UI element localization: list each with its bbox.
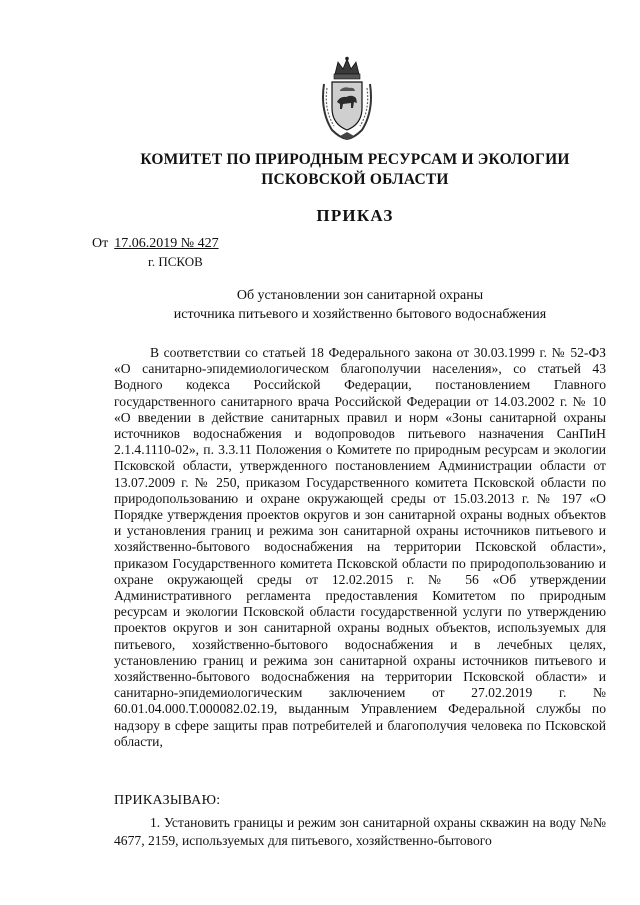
subject-line-1: Об установлении зон санитарной охраны [236,288,484,303]
pskov-coat-of-arms-icon [318,56,376,142]
order-date-line [92,236,219,252]
order-item-1: 1. Установить границы и режим зон санитарной охраны скважин на воду №№ 4677, 2159, используемых для питьевого, хозяйственно-бытового [114,815,606,848]
order-subject [120,286,600,324]
document-type-title: ПРИКАЗ [316,206,394,225]
organization-title-line-1: КОМИТЕТ ПО ПРИРОДНЫМ РЕСУРСАМ И ЭКОЛОГИИ [140,151,570,168]
subject-line-2: источника питьевого и хозяйственно бытового водоснабжения [173,307,547,322]
city-name: г. ПСКОВ [148,254,203,269]
decree-word: ПРИКАЗЫВАЮ: [114,793,221,808]
preamble-block [114,345,606,750]
preamble-paragraph: В соответствии со статьей 18 Федерального закона от 30.03.1999 г. № 52-ФЗ «О санитарно-эпидемиологическом благополучии населения», со статьей 43 Водного кодекса Российской Федерации, постановлением Главного государственного санитарного врача Российской Федерации от 14.03.2002 г. № 10 «О введении в действие санитарных правил и норм «Зоны санитарной охраны источников водоснабжения и водопроводов питьевого назначения СанПиН 2.1.4.1110-02», п. 3.3.11 Положения о Комитете по природным ресурсам и экологии Псковской области, утвержденного постановлением Администрации области от 13.07.2009 г. № 250, приказом Государственного комитета Псковской области по природопользованию и охране окружающей среды от 15.03.2013 г. № 197 «О Порядке утверждения проектов округов и зон санитарной охраны водных объектов и установления границ и режима зон санитарной охраны источников питьевого и хозяйственно-бытового водоснабжения на территории Псковской области», приказом Государственного комитета Псковской области по природопользованию и охране окружающей среды от 12.02.2015 г. № 56 «Об утверждении Административного регламента предоставления Комитетом по природным ресурсам и экологии Псковской области государственной услуги по утверждению проектов округов и зон санитарной охраны водных объектов, используемых для питьевого, хозяйственно-бытового водоснабжения и в лечебных целях, установлению границ и режима зон санитарной охраны источников питьевого и хозяйственно-бытового водоснабжения на территории Псковской области» и санитарно-эпидемиологическим заключением от 27.02.2019 г. № 60.01.04.000.Т.000082.02.19, выданным Управлением Федеральной службы по надзору в сфере защиты прав потребителей и благополучия человека по Псковской области, [114,345,606,749]
coat-of-arms-drawing [318,56,376,142]
organization-title [100,150,610,190]
date-prefix: От [92,236,109,251]
organization-title-line-2: ПСКОВСКОЙ ОБЛАСТИ [261,171,449,188]
date-and-number: 17.06.2019 № 427 [114,236,219,251]
